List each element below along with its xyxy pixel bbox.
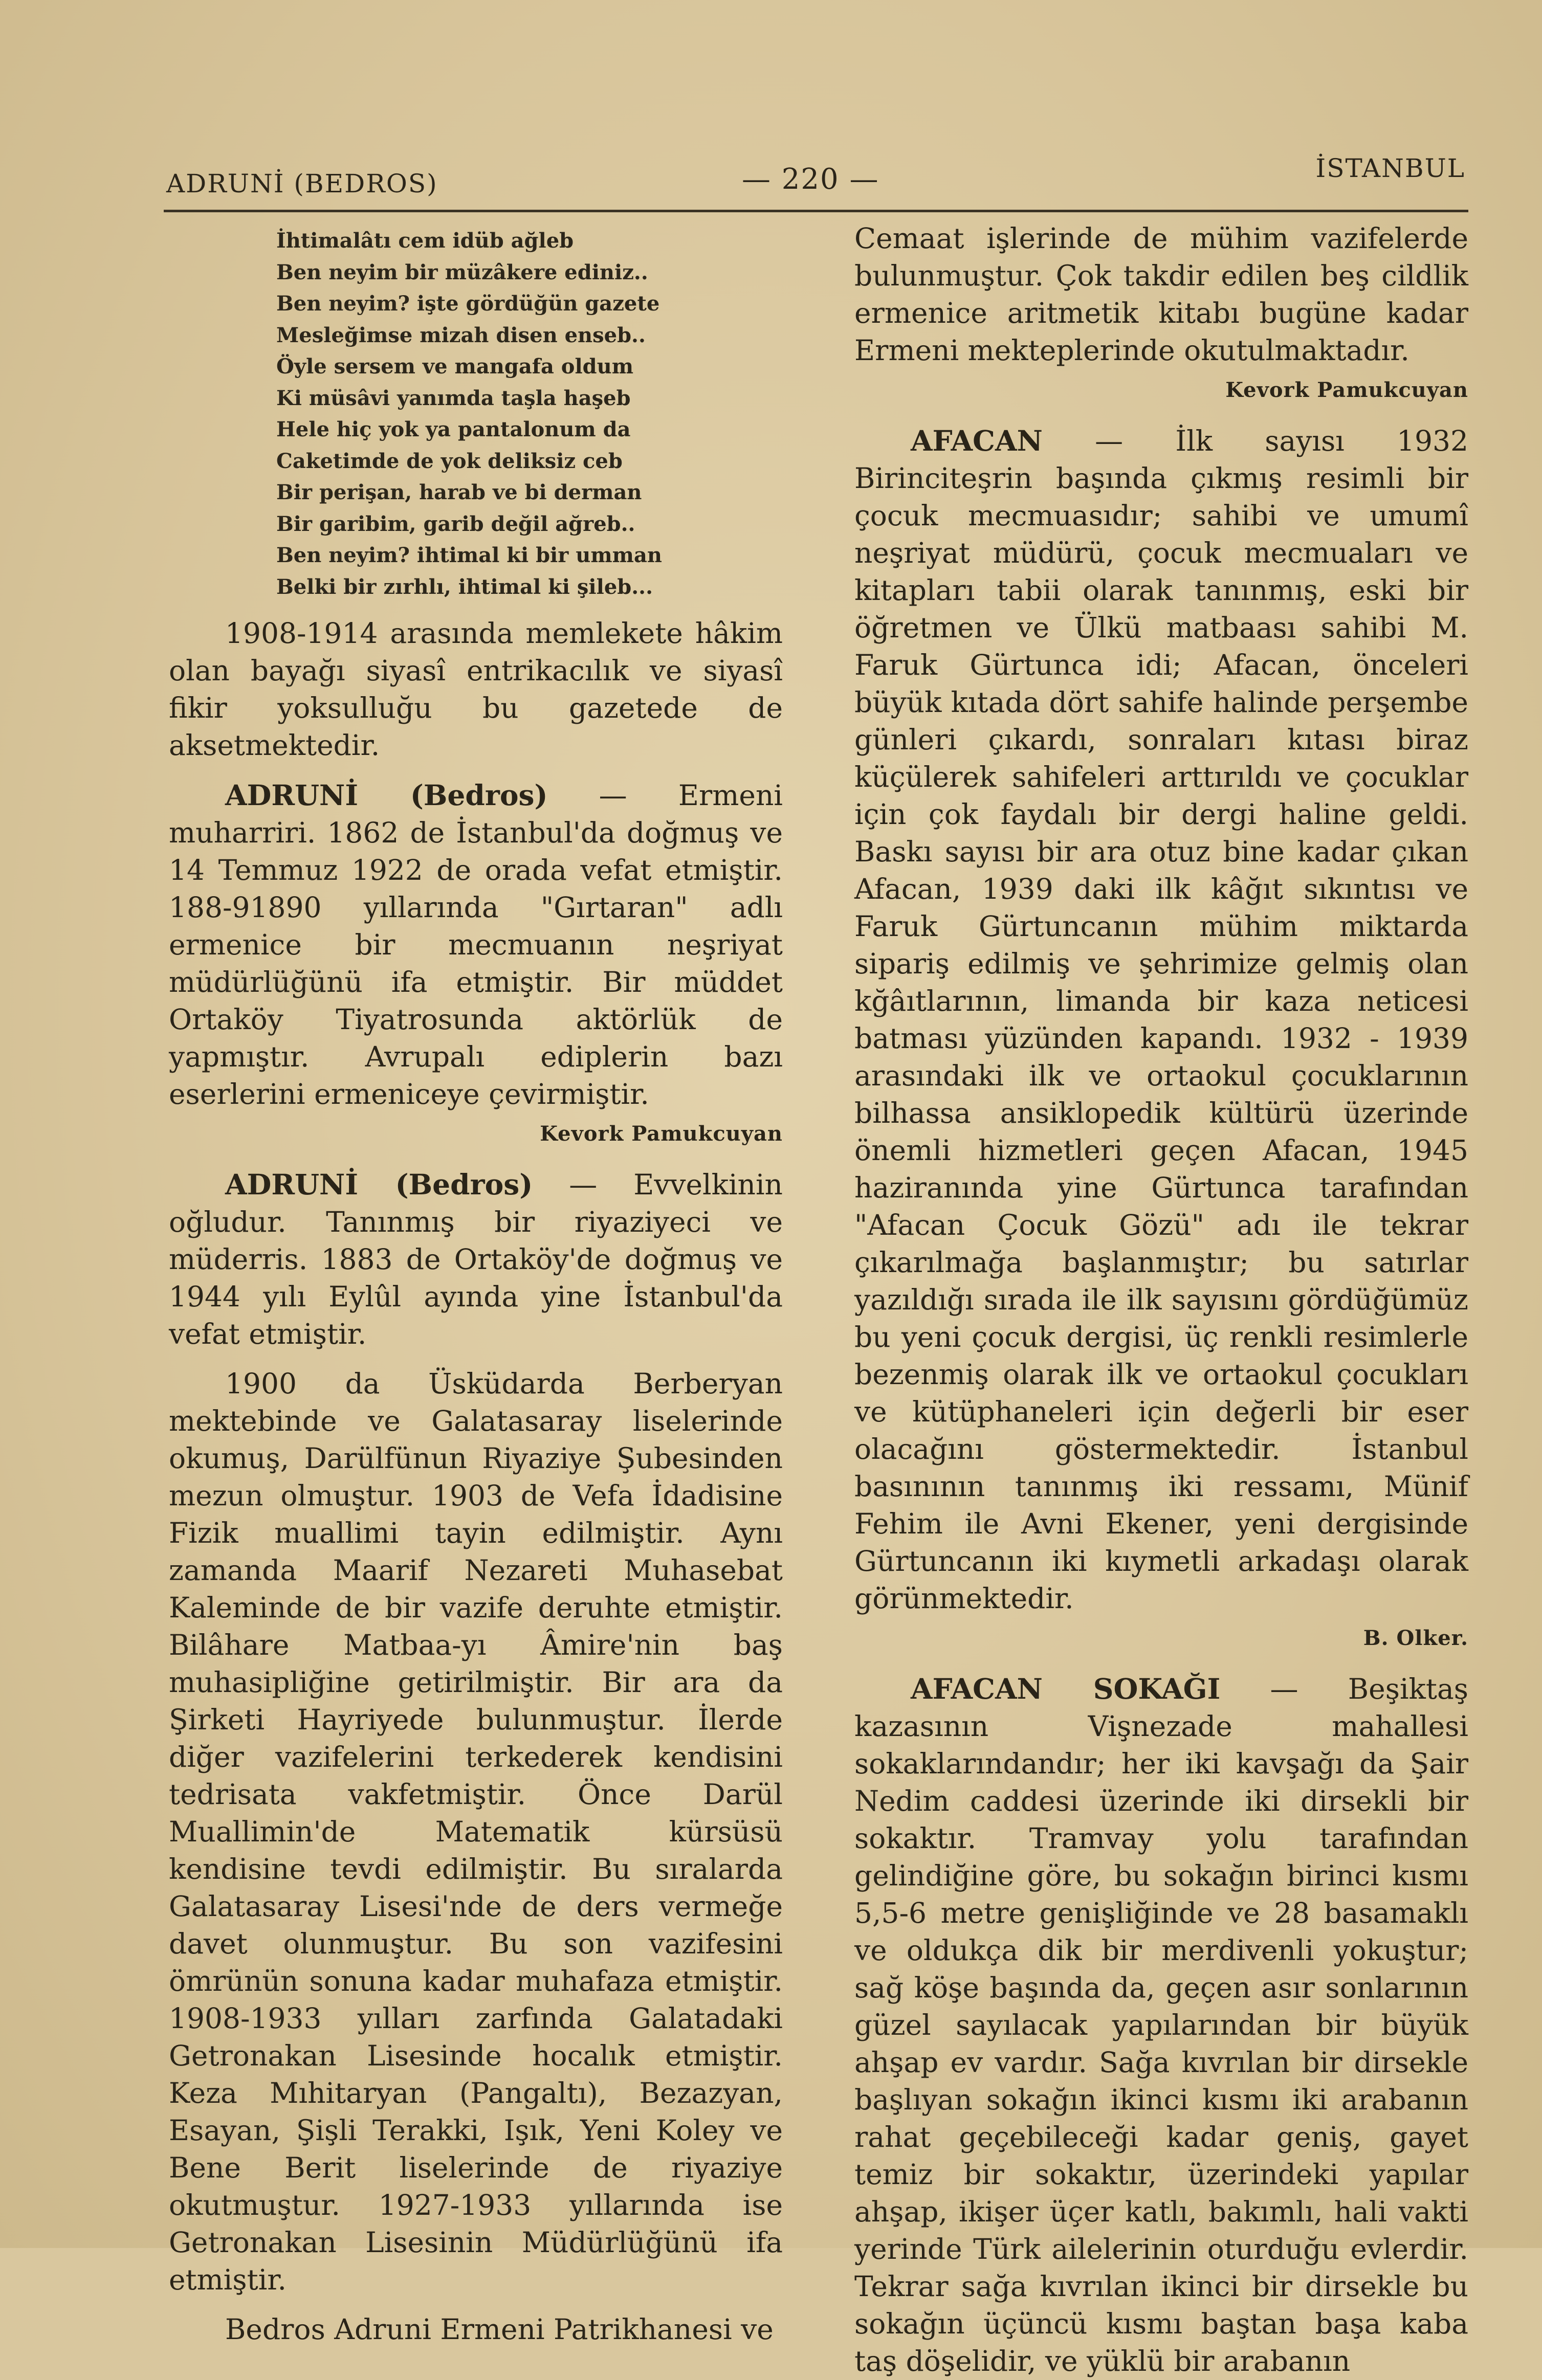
author-signature: Kevork Pamukcuyan: [1225, 378, 1468, 402]
poem-line: Ben neyim? ihtimal ki bir umman: [276, 543, 662, 567]
paragraph: 1908-1914 arasında memlekete hâkim olan bayağı siyasî entrikacılık ve siyasî fikir yoksulluğu bu gazetede de aksetmektedir.: [169, 617, 783, 762]
poem-line: Belki bir zırhlı, ihtimal ki şileb...: [276, 574, 653, 599]
entry-afacan-sokagi: [854, 1670, 1468, 2380]
left-column: [169, 225, 783, 2348]
poem-line: Öyle sersem ve mangafa oldum: [276, 354, 634, 379]
entry-adruni-1: [169, 776, 783, 1113]
entry-heading: ADRUNİ (Bedros): [225, 778, 548, 812]
paragraph: Cemaat işlerinde de mühim vazifelerde bulunmuştur. Çok takdir edilen beş cildlik ermenice aritmetik kitabı bugüne kadar Ermeni mekteplerinde okutulmaktadır.: [854, 222, 1468, 367]
right-column: [854, 220, 1468, 2380]
entry-heading: ADRUNİ (Bedros): [225, 1168, 533, 1201]
poem-line: Ki müsâvi yanımda taşla haşeb: [276, 386, 631, 410]
entry-heading: AFACAN: [911, 424, 1043, 457]
poem-line: Mesleğimse mizah disen enseb..: [276, 323, 646, 347]
entry-adruni-2: [169, 1166, 783, 1353]
entry-body: — Evvelkinin oğludur. Tanınmış bir riyaziyeci ve müderris. 1883 de Ortaköy'de doğmuş ve 1944 yılı Eylûl ayında yine İstanbul'da vefat etmiştir.: [169, 1168, 783, 1350]
poem-line: Ben neyim? işte gördüğün gazete: [276, 292, 660, 316]
entry-heading: AFACAN SOKAĞI: [911, 1672, 1221, 1705]
paragraph: 1900 da Üsküdarda Berberyan mektebinde ve Galatasaray liselerinde okumuş, Darülfünun Riyaziye Şubesinden mezun olmuştur. 1903 de Vefa İdadisine Fizik muallimi tayin edilmiştir. Aynı zamanda Maarif Nezareti Muhasebat Kaleminde de bir vazife deruhte etmiştir. Bilâhare Matbaa-yı Âmire'nin baş muhasipliğine getirilmiştir. Bir ara da Şirketi Hayriyede bulunmuştur. İlerde diğer vazifelerini terkederek kendisini tedrisata vakfetmiştir. Önce Darül Muallimin'de Matematik kürsüsü kendisine tevdi edilmiştir. Bu sıralarda Galatasaray Lisesi'nde de ders vermeğe davet olunmuştur. Bu son vazifesini ömrünün sonuna kadar muhafaza etmiştir. 1908-1933 yılları zarfında Galatadaki Getronakan Lisesinde hocalık etmiştir. Keza Mıhitaryan (Pangaltı), Bezazyan, Esayan, Şişli Terakki, Işık, Yeni Koley ve Bene Berit liselerinde de riyaziye okutmuştur. 1927-1933 yıllarında ise Getronakan Lisesinin Müdürlüğünü ifa etmiştir.: [169, 1367, 783, 2296]
paragraph: Bedros Adruni Ermeni Patrikhanesi ve: [225, 2313, 774, 2346]
poem-line: Bir garibim, garib değil ağreb..: [276, 511, 635, 536]
author-signature: B. Olker.: [1363, 1626, 1468, 1650]
header-rule: [164, 210, 1468, 212]
entry-body: — Beşiktaş kazasının Vişnezade mahallesi sokaklarındandır; her iki kavşağı da Şair Nedim caddesi üzerinde iki dirsekli bir sokaktır. Tramvay yolu tarafından gelindiğine göre, bu sokağın birinci kısmı 5,5-6 metre genişliğinde ve 28 basamaklı ve oldukça dik bir merdivenli yokuştur; sağ köşe başında da, geçen asır sonlarının güzel sayılacak yapılarından bir büyük ahşap ev vardır. Sağa kıvrılan bir dirsekle başlıyan sokağın ikinci kısmı iki arabanın rahat geçebileceği kadar geniş, gayet temiz bir sokaktır, üzerindeki yapılar ahşap, ikişer üçer katlı, bakımlı, hali vakti yerinde Türk ailelerinin oturduğu evlerdir. Tekrar sağa kıvrılan ikinci bir dirsekle bu sokağın üçüncü kısmı baştan başa kaba taş döşelidir, ve yüklü bir arabanın: [854, 1673, 1468, 2377]
entry-body: — Ermeni muharriri. 1862 de İstanbul'da doğmuş ve 14 Temmuz 1922 de orada vefat etmiştir. 188-91890 yıllarında "Gırtaran" adlı ermenice bir mecmuanın neşriyat müdürlüğünü ifa etmiştir. Bir müddet Ortaköy Tiyatrosunda aktörlük de yapmıştır. Avrupalı ediplerin bazı eserlerini ermeniceye çevirmiştir.: [169, 779, 783, 1110]
running-head-right: İSTANBUL: [1315, 153, 1465, 183]
poem-line: İhtimalâtı cem idüb ağleb: [276, 229, 574, 253]
entry-body: — İlk sayısı 1932 Birinciteşrin başında çıkmış resimli bir çocuk mecmuasıdır; sahibi ve umumî neşriyat müdürü, çocuk mecmuaları ve kitapları tabii olarak tanınmış, eski bir öğretmen ve Ülkü matbaası sahibi M. Faruk Gürtunca idi; Afacan, önceleri büyük kıtada dört sahife halinde perşembe günleri çıkardı, sonraları kıtası biraz küçülerek sahifeleri arttırıldı ve çocuklar için çok faydalı bir dergi haline geldi. Baskı sayısı bir ara otuz bine kadar çıkan Afacan, 1939 daki ilk kâğıt sıkıntısı ve Faruk Gürtuncanın mühim miktarda sipariş edilmiş ve şehrimize gelmiş olan kğâıtlarının, limanda bir kaza neticesi batması yüzünden kapandı. 1932 - 1939 arasındaki ilk ve ortaokul çocuklarının bilhassa ansiklopedik kültürü üzerinde önemli hizmetleri geçen Afacan, 1945 haziranında yine Gürtunca tarafından "Afacan Çocuk Gözü" adı ile tekrar çıkarılmağa başlanmıştır; bu satırlar yazıldığı sırada ile ilk sayısını gördüğümüz bu yeni çocuk dergisi, üç renkli resimlerle bezenmiş olarak ilk ve ortaokul çocukları ve kütüphaneleri için değerli bir eser olacağını göstermektedir. İstanbul basınının tanınmış iki ressamı, Münif Fehim ile Avni Ekener, yeni dergisinde Gürtuncanın iki kıymetli arkadaşı olarak görünmektedir.: [854, 425, 1468, 1615]
page-number: — 220 —: [742, 163, 879, 196]
entry-afacan: [854, 422, 1468, 1617]
poem-line: Ben neyim bir müzâkere ediniz..: [276, 260, 648, 284]
running-head-left: ADRUNİ (BEDROS): [166, 169, 438, 198]
poem-line: Hele hiç yok ya pantalonum da: [276, 417, 631, 441]
poem-line: Bir perişan, harab ve bi derman: [276, 480, 642, 504]
poem-line: Caketimde de yok deliksiz ceb: [276, 449, 623, 473]
author-signature: Kevork Pamukcuyan: [540, 1122, 783, 1146]
poem-block: [276, 225, 783, 603]
